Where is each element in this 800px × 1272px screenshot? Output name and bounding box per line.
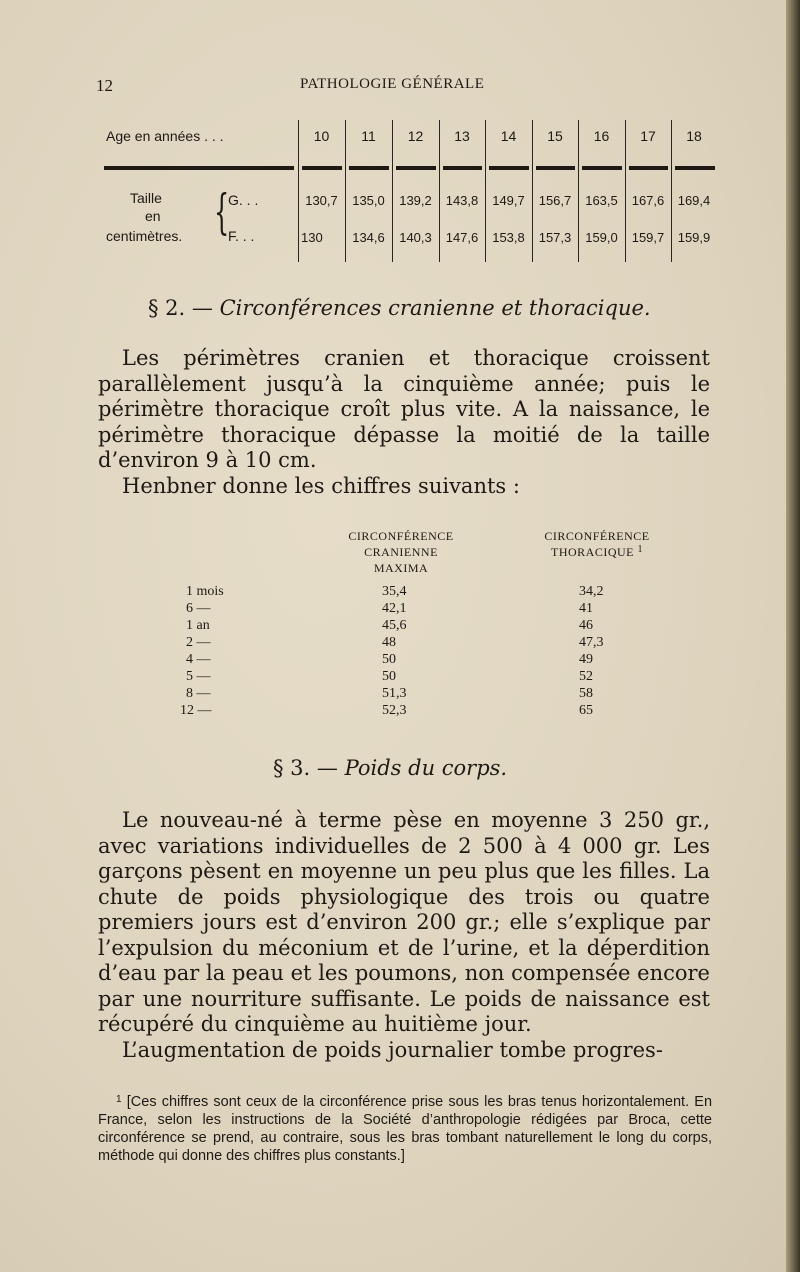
- column-head-line: CIRCONFÉRENCE: [544, 529, 650, 543]
- section-number: § 2.: [148, 296, 186, 320]
- table-row: [0, 635, 800, 652]
- thoracic-cell: 58: [579, 686, 593, 701]
- paragraph: Les périmètres cranien et thoracique croissent parallèlement jusqu’à la cinquième année; puis le périmètre thoracique croît plus vite. A la naissance, le périmètre thoracique dépasse la moitié de la taille d’environ 9 à 10 cm.: [98, 346, 710, 472]
- height-g: 167,6: [631, 193, 665, 208]
- row-label-taille: Taille: [130, 190, 162, 206]
- running-title: PATHOLOGIE GÉNÉRALE: [300, 76, 485, 92]
- column-head-cranial: [316, 528, 486, 576]
- cranial-cell: 51,3: [382, 686, 407, 701]
- thoracic-cell: 49: [579, 652, 593, 667]
- height-g: 143,8: [445, 193, 479, 208]
- age-cell: 6 —: [186, 601, 211, 616]
- header-rule: [396, 166, 436, 170]
- age-cell: 5 —: [186, 669, 211, 684]
- thoracic-cell: 47,3: [579, 635, 604, 650]
- header-rule: [675, 166, 715, 170]
- header-rule: [629, 166, 668, 170]
- age-header: 18: [686, 128, 702, 144]
- cranial-cell: 45,6: [382, 618, 407, 633]
- height-g: 139,2: [399, 193, 432, 208]
- age-header: 15: [547, 128, 563, 144]
- table-row: [0, 601, 800, 618]
- header-rule: [536, 166, 575, 170]
- section-dash: —: [316, 756, 338, 780]
- height-g: 130,7: [305, 193, 338, 208]
- thoracic-cell: 46: [579, 618, 593, 633]
- table-row: [0, 584, 800, 601]
- column-head-line: CIRCONFÉRENCE: [348, 529, 454, 543]
- row-label-centimetres: centimètres.: [106, 228, 183, 244]
- section-3-heading: [273, 756, 507, 780]
- height-f: 140,3: [399, 230, 432, 245]
- height-f: 157,3: [538, 230, 572, 245]
- cranial-cell: 50: [382, 652, 396, 667]
- height-f: 134,6: [352, 230, 385, 245]
- age-label: Age en années . . .: [106, 128, 224, 144]
- section-2-heading: [148, 296, 651, 320]
- thoracic-cell: 52: [579, 669, 593, 684]
- table-row: [0, 652, 800, 669]
- height-g: 135,0: [352, 193, 385, 208]
- paragraph: Henbner donne les chiffres suivants :: [122, 474, 520, 498]
- row-label-en: en: [145, 208, 161, 224]
- brace-icon: {: [214, 184, 230, 240]
- height-f: 153,8: [492, 230, 525, 245]
- age-header: 16: [593, 128, 610, 144]
- paragraph: L’augmentation de poids journalier tombe progres-: [122, 1038, 663, 1062]
- paragraph: Le nouveau-né à terme pèse en moyenne 3 250 gr., avec variations individuelles de 2 500 à 4 000 gr. Les garçons pèsent en moyenne un peu plus que les filles. La chute de poids physiologique des trois ou quatre premiers jours est d’environ 200 gr.; elle s’explique par l’expulsion du méconium et de l’urine, et la déperdition d’eau par la peau et les poumons, non compensée encore par une nourriture suffisante. Le poids de naissance est récupéré du cinquième au huitième jour.: [98, 808, 710, 1036]
- height-f: 159,7: [631, 230, 665, 245]
- table-row: [0, 669, 800, 686]
- height-g: 149,7: [492, 193, 525, 208]
- column-head-line: THORACIQUE: [551, 545, 634, 559]
- section-dash: —: [191, 296, 213, 320]
- age-cell: 1 an: [186, 618, 210, 633]
- age-cell: 2 —: [186, 635, 211, 650]
- header-rule: [302, 166, 342, 170]
- cranial-cell: 52,3: [382, 703, 407, 718]
- height-g: 169,4: [677, 193, 711, 208]
- cranial-cell: 42,1: [382, 601, 407, 616]
- section-number: § 3.: [273, 756, 311, 780]
- header-rule: [104, 166, 294, 170]
- thoracic-cell: 34,2: [579, 584, 604, 599]
- page-header: [0, 76, 800, 98]
- table-row: [0, 618, 800, 635]
- header-rule: [582, 166, 622, 170]
- section-title: Circonférences cranienne et thoracique.: [219, 296, 651, 320]
- sex-boys: G. . .: [228, 192, 259, 208]
- age-cell: 4 —: [186, 652, 211, 667]
- column-head-line: CRANIENNE: [364, 545, 438, 559]
- age-cell: 12 —: [180, 703, 212, 718]
- height-f: 159,0: [585, 230, 618, 245]
- height-f: 159,9: [677, 230, 711, 245]
- height-g: 156,7: [538, 193, 572, 208]
- page-number: 12: [96, 76, 113, 95]
- circumference-table: [0, 528, 800, 728]
- height-f: 130: [301, 230, 323, 245]
- height-g: 163,5: [585, 193, 618, 208]
- header-rule: [489, 166, 529, 170]
- thoracic-cell: 41: [579, 601, 593, 616]
- table-row: [0, 686, 800, 703]
- age-header: 10: [313, 128, 330, 144]
- column-head-line: MAXIMA: [373, 561, 429, 575]
- age-header: 14: [500, 128, 517, 144]
- height-f: 147,6: [445, 230, 479, 245]
- header-rule: [443, 166, 482, 170]
- cranial-cell: 35,4: [382, 584, 407, 599]
- cranial-cell: 50: [382, 669, 396, 684]
- footnote-text: [Ces chiffres sont ceux de la circonférence prise sous les bras tenus horizontalement. En France, selon les instructions de la Société d’anthropologie rédigées par Broca, cette circonférence se prend, au contraire, sous les bras tombant naturellement le long du corps, méthode qui donne des chiffres plus constants.]: [98, 1094, 713, 1164]
- height-table: [0, 120, 800, 270]
- footnote-ref: 1: [637, 544, 643, 555]
- table-row: [0, 703, 800, 720]
- footnote: [98, 1093, 712, 1165]
- age-header: 13: [454, 128, 470, 144]
- thoracic-cell: 65: [579, 703, 593, 718]
- column-head-thoracic: [512, 528, 682, 560]
- age-header: 11: [361, 128, 376, 144]
- age-header: 12: [407, 128, 424, 144]
- age-cell: 1 mois: [186, 584, 224, 599]
- section-title: Poids du corps.: [344, 756, 508, 780]
- cranial-cell: 48: [382, 635, 396, 650]
- age-cell: 8 —: [186, 686, 211, 701]
- footnote-mark: 1: [116, 1094, 122, 1105]
- sex-girls: F. . .: [228, 228, 255, 244]
- age-header: 17: [640, 128, 656, 144]
- header-rule: [349, 166, 389, 170]
